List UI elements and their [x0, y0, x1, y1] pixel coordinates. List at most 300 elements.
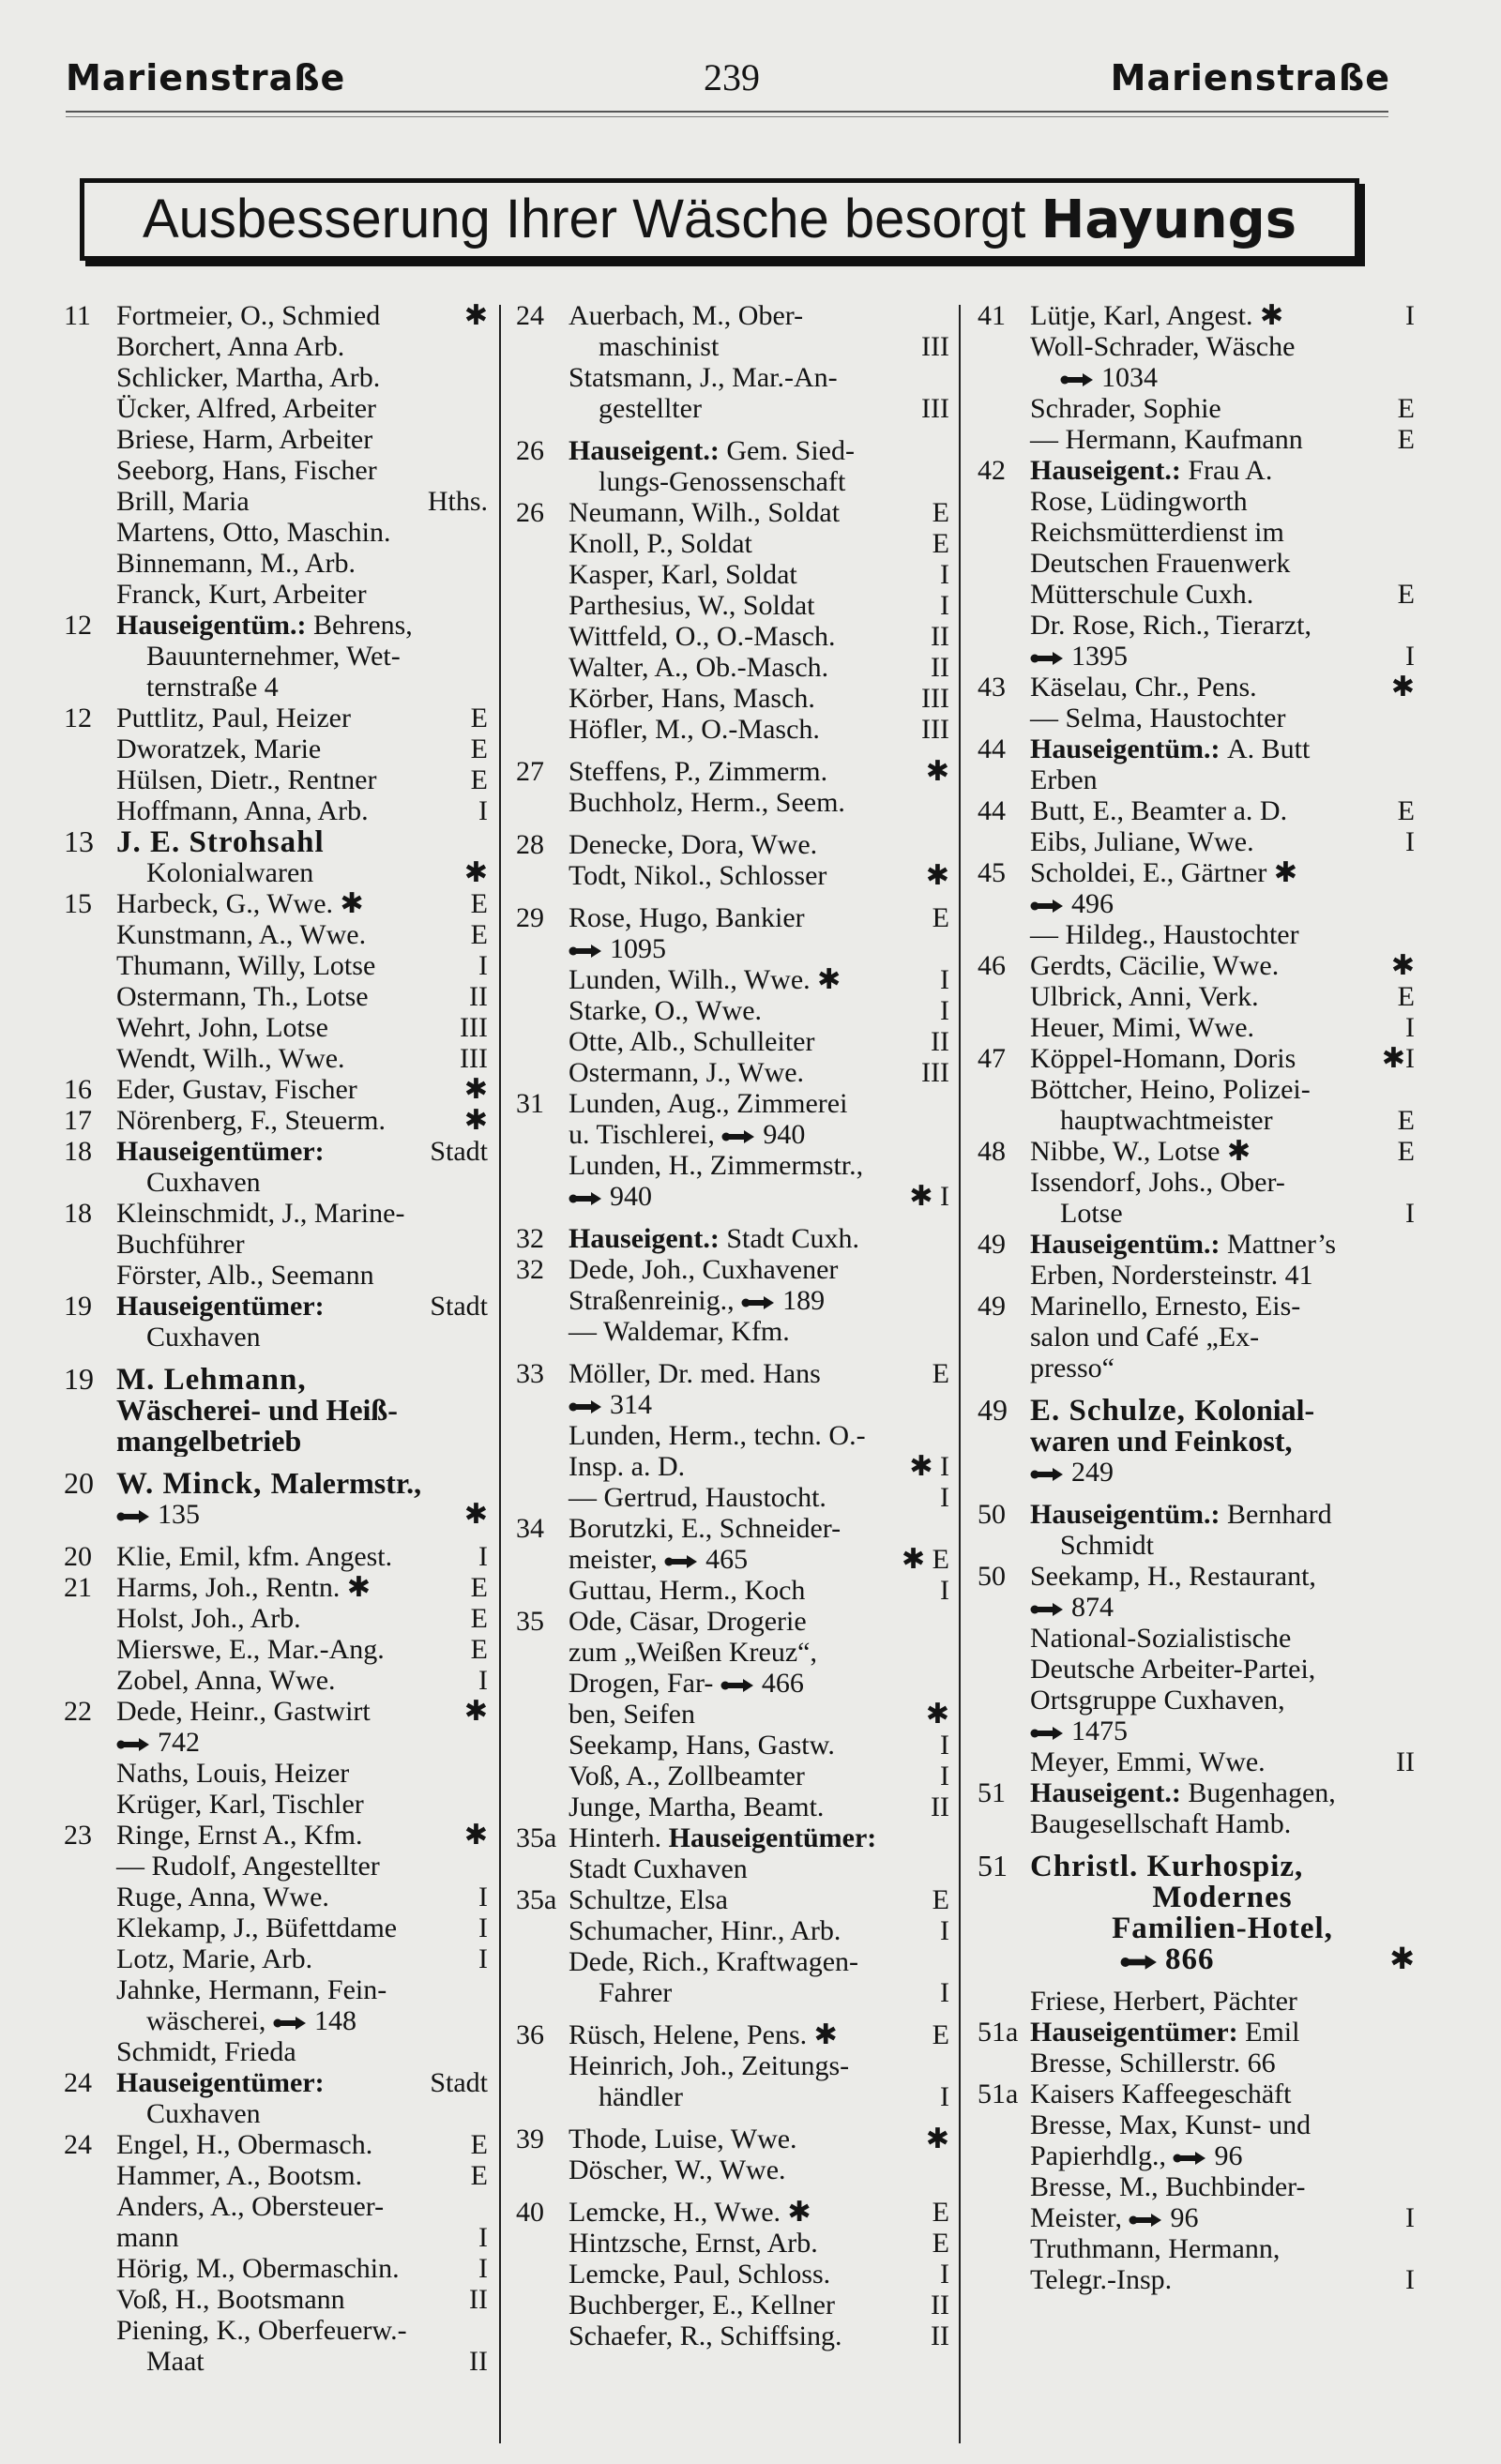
entry-text	[146, 2346, 488, 2377]
entry-spacer	[516, 2185, 949, 2197]
directory-entry	[64, 2036, 488, 2067]
directory-entry	[978, 2202, 1415, 2233]
directory-entry	[516, 1853, 949, 1884]
entry-text	[116, 1468, 488, 1499]
floor-marker: II	[931, 2290, 949, 2320]
directory-entry	[978, 2171, 1415, 2202]
directory-entry	[516, 902, 949, 933]
business-detail: waren und Feinkost,	[1030, 1426, 1293, 1457]
entry-text	[569, 300, 949, 331]
entry-text	[116, 1395, 488, 1426]
directory-entry	[978, 1808, 1415, 1839]
resident-name: Schlicker, Martha, Arb.	[116, 362, 381, 393]
owner-label: Hauseigentüm.:	[1030, 1229, 1227, 1260]
floor-marker: E	[470, 888, 488, 919]
resident-name: Deutschen Frauenwerk	[1030, 548, 1291, 579]
resident-name: Höfler, M., O.-Masch.	[569, 714, 820, 745]
directory-entry	[978, 857, 1415, 888]
entry-text	[116, 1043, 488, 1074]
directory-entry	[64, 2346, 488, 2377]
entry-text	[116, 1943, 488, 1974]
floor-marker: ✱ I	[909, 1451, 949, 1482]
entry-text	[569, 559, 949, 590]
business-name: Familien-Hotel,	[1112, 1912, 1333, 1943]
resident-name: Hülsen, Dietr., Rentner	[116, 764, 377, 795]
house-number: 50	[978, 1561, 1006, 1592]
resident-name: u. Tischlerei,	[569, 1119, 722, 1150]
entry-text	[116, 2284, 488, 2315]
resident-name: Dede, Heinr., Gastwirt	[116, 1696, 371, 1727]
header-rule-thin	[66, 116, 1388, 117]
directory-entry	[64, 2067, 488, 2098]
floor-marker: E	[470, 733, 488, 764]
resident-name: Neumann, Wilh., Soldat	[569, 497, 841, 528]
resident-name: Hoffmann, Anna, Arb.	[116, 795, 369, 826]
resident-name: Stadt Cuxh.	[726, 1223, 860, 1254]
resident-name: Körber, Hans, Masch.	[569, 683, 815, 714]
entry-text	[569, 1513, 949, 1544]
resident-name: Ode, Cäsar, Drogerie	[569, 1606, 807, 1637]
house-number: 18	[64, 1136, 92, 1167]
directory-entry	[978, 2109, 1415, 2140]
entry-text	[569, 1181, 949, 1212]
telephone-icon	[116, 1509, 150, 1524]
directory-entry	[64, 2222, 488, 2253]
entry-text	[569, 1544, 949, 1575]
floor-marker: E	[1397, 424, 1415, 455]
entry-text	[116, 1541, 488, 1572]
resident-name: Buchholz, Herm., Seem.	[569, 787, 845, 818]
house-number: 26	[516, 435, 544, 466]
entry-text	[569, 964, 949, 995]
telephone-icon	[1129, 2213, 1162, 2228]
entry-text	[569, 1884, 949, 1915]
entry-text	[116, 1198, 488, 1229]
house-number: 35	[516, 1606, 544, 1637]
entry-text	[569, 995, 949, 1026]
resident-name: presso“	[1030, 1353, 1114, 1383]
entry-text	[116, 1136, 488, 1167]
resident-name: Lütje, Karl, Angest. ✱	[1030, 300, 1284, 331]
directory-entry	[978, 2048, 1415, 2079]
floor-marker: E	[1397, 1105, 1415, 1136]
house-number: 42	[978, 455, 1006, 486]
entry-text	[1030, 2171, 1415, 2202]
entry-text	[569, 1088, 949, 1119]
entry-text	[116, 1912, 488, 1943]
entry-text	[1030, 1882, 1415, 1912]
directory-entry	[978, 1530, 1415, 1561]
entry-text	[1030, 919, 1415, 950]
floor-marker: I	[940, 1761, 949, 1791]
business-detail: Malermstr.,	[270, 1468, 422, 1499]
resident-name: Schmidt, Frieda	[116, 2036, 296, 2067]
directory-entry	[64, 764, 488, 795]
directory-entry	[64, 1696, 488, 1727]
directory-entry	[978, 424, 1415, 455]
floor-marker: I	[1405, 2264, 1415, 2295]
entry-text	[569, 362, 949, 393]
directory-entry	[64, 300, 488, 331]
house-number: 24	[64, 2067, 92, 2098]
house-number: 18	[64, 1198, 92, 1229]
directory-entry	[978, 1746, 1415, 1777]
floor-marker: E	[932, 528, 949, 559]
resident-name: gestellter	[599, 393, 702, 424]
directory-entry	[64, 2191, 488, 2222]
business-detail: Kolonial-	[1194, 1395, 1315, 1426]
telephone-icon	[1173, 2151, 1206, 2166]
resident-name: Eder, Gustav, Fischer	[116, 1074, 357, 1105]
resident-name: Dede, Rich., Kraftwagen-	[569, 1946, 859, 1977]
resident-name: Fortmeier, O., Schmied	[116, 300, 381, 331]
directory-entry	[978, 2017, 1415, 2048]
house-number: 50	[978, 1499, 1006, 1530]
directory-entry	[978, 1986, 1415, 2017]
resident-name: Schaefer, R., Schiffsing.	[569, 2320, 842, 2351]
directory-entry	[978, 1654, 1415, 1685]
directory-entry	[978, 764, 1415, 795]
entry-text	[1030, 1395, 1415, 1426]
entry-text	[116, 950, 488, 981]
owner-label: Hauseigentümer:	[116, 2067, 325, 2098]
entry-text	[1030, 517, 1415, 548]
entry-text	[1030, 1136, 1415, 1167]
entry-spacer	[64, 1457, 488, 1468]
entry-text	[146, 2005, 488, 2036]
entry-text	[569, 1285, 949, 1316]
entry-text	[569, 1389, 949, 1420]
floor-marker: I	[478, 1943, 488, 1974]
entry-text	[116, 888, 488, 919]
entry-text	[116, 2067, 488, 2098]
directory-entry	[978, 733, 1415, 764]
house-number: 40	[516, 2197, 544, 2228]
entry-spacer	[978, 1974, 1415, 1986]
resident-name: Buchführer	[116, 1229, 245, 1260]
directory-entry	[516, 2228, 949, 2259]
directory-entry	[64, 2315, 488, 2346]
telephone-icon	[1030, 1602, 1064, 1617]
resident-name: Insp. a. D.	[569, 1451, 686, 1482]
directory-entry	[64, 826, 488, 857]
house-number: 24	[64, 2129, 92, 2160]
resident-name: Erben, Nordersteinstr. 41	[1030, 1260, 1313, 1291]
directory-entry	[978, 1685, 1415, 1716]
floor-marker: ✱	[1390, 672, 1415, 703]
owner-label: Hauseigentümer:	[116, 1136, 325, 1167]
directory-entry	[978, 455, 1415, 486]
entry-text	[1030, 455, 1415, 486]
resident-name: Bresse, Max, Kunst- und	[1030, 2109, 1311, 2140]
phone-number: 1475	[1071, 1716, 1128, 1746]
entry-text	[1030, 703, 1415, 733]
floor-marker: II	[469, 981, 488, 1012]
entry-text	[116, 548, 488, 579]
floor-marker: I	[940, 559, 949, 590]
directory-entry	[516, 435, 949, 466]
directory-entry	[516, 621, 949, 652]
telephone-icon	[664, 1554, 698, 1569]
directory-entry	[978, 1882, 1415, 1912]
entry-text	[146, 672, 488, 703]
directory-entry	[64, 610, 488, 641]
directory-entry	[516, 1544, 949, 1575]
house-number: 19	[64, 1364, 94, 1395]
floor-marker: I	[940, 1730, 949, 1761]
directory-entry	[516, 2320, 949, 2351]
directory-entry	[978, 1623, 1415, 1654]
resident-name: Möller, Dr. med. Hans	[569, 1358, 821, 1389]
directory-entry	[516, 787, 949, 818]
resident-name: Wendt, Wilh., Wwe.	[116, 1043, 345, 1074]
resident-name: Mierswe, E., Mar.-Ang.	[116, 1634, 385, 1665]
phone-number: 249	[1071, 1457, 1114, 1488]
entry-text	[1030, 795, 1415, 826]
floor-marker: Stadt	[430, 2067, 488, 2098]
directory-entry	[978, 362, 1415, 393]
house-number: 46	[978, 950, 1006, 981]
house-number: 48	[978, 1136, 1006, 1167]
entry-text	[116, 733, 488, 764]
entry-text	[569, 1668, 949, 1699]
house-number: 23	[64, 1820, 92, 1851]
running-header-left: Marienstraße	[66, 57, 346, 98]
house-number: 19	[64, 1291, 92, 1322]
entry-text	[116, 795, 488, 826]
floor-marker: E	[470, 764, 488, 795]
floor-marker: II	[931, 1791, 949, 1822]
directory-entry	[516, 652, 949, 683]
floor-marker: II	[469, 2284, 488, 2315]
entry-text	[569, 1822, 949, 1853]
directory-entry	[64, 981, 488, 1012]
resident-name: — Hildeg., Haustochter	[1030, 919, 1299, 950]
floor-marker: E	[470, 1603, 488, 1634]
resident-name: Lemcke, H., Wwe. ✱	[569, 2197, 811, 2228]
entry-spacer	[978, 1488, 1415, 1499]
house-number: 12	[64, 610, 92, 641]
entry-text	[569, 1316, 949, 1347]
telephone-icon	[1030, 651, 1064, 666]
telephone-icon	[1120, 1954, 1158, 1971]
house-number: 51	[978, 1777, 1006, 1808]
directory-entry	[516, 497, 949, 528]
directory-entry	[64, 641, 488, 672]
resident-name: Dede, Joh., Cuxhavener	[569, 1254, 839, 1285]
directory-entry	[978, 1912, 1415, 1943]
advertisement-banner	[80, 178, 1359, 261]
resident-name: Dworatzek, Marie	[116, 733, 322, 764]
resident-name: Köppel-Homann, Doris	[1030, 1043, 1296, 1074]
floor-marker: E	[1397, 795, 1415, 826]
directory-entry	[516, 393, 949, 424]
directory-entry	[64, 733, 488, 764]
directory-entry	[978, 1851, 1415, 1882]
directory-entry	[516, 1482, 949, 1513]
owner-label: Hauseigent.:	[569, 1223, 727, 1254]
entry-spacer	[64, 1353, 488, 1364]
directory-entry	[978, 795, 1415, 826]
resident-name: Puttlitz, Paul, Heizer	[116, 703, 351, 733]
house-number: 29	[516, 902, 544, 933]
resident-name: Wehrt, John, Lotse	[116, 1012, 328, 1043]
floor-marker: ✱	[1390, 950, 1415, 981]
directory-entry	[516, 1150, 949, 1181]
entry-text	[569, 1451, 949, 1482]
resident-name: Heuer, Mimi, Wwe.	[1030, 1012, 1255, 1043]
resident-name: Denecke, Dora, Wwe.	[569, 829, 818, 860]
resident-name: Bauunternehmer, Wet-	[146, 641, 401, 672]
resident-name: Eibs, Juliane, Wwe.	[1030, 826, 1254, 857]
directory-entry	[516, 714, 949, 745]
resident-name: Kunstmann, A., Wwe.	[116, 919, 367, 950]
directory-entry	[516, 1946, 949, 1977]
entry-text	[1030, 1561, 1415, 1592]
directory-entry	[64, 1727, 488, 1758]
house-number: 39	[516, 2124, 544, 2154]
directory-entry	[516, 1181, 949, 1212]
directory-entry	[978, 1105, 1415, 1136]
directory-entry	[978, 610, 1415, 641]
resident-name: Ruge, Anna, Wwe.	[116, 1882, 329, 1912]
floor-marker: E	[470, 1572, 488, 1603]
entry-text	[116, 981, 488, 1012]
directory-entry	[516, 964, 949, 995]
entry-text	[569, 497, 949, 528]
entry-spacer	[516, 818, 949, 829]
resident-name: Kolonialwaren	[146, 857, 314, 888]
resident-name: Papierhdlg.,	[1030, 2140, 1174, 2171]
directory-entry	[64, 1322, 488, 1353]
running-header-right: Marienstraße	[1110, 57, 1390, 98]
house-number: 22	[64, 1696, 92, 1727]
resident-name: Voß, A., Zollbeamter	[569, 1761, 805, 1791]
entry-text	[116, 455, 488, 486]
resident-name: ben, Seifen	[569, 1699, 695, 1730]
entry-text	[569, 1791, 949, 1822]
entry-text	[1030, 1654, 1415, 1685]
resident-name: salon und Café „Ex-	[1030, 1322, 1260, 1353]
resident-name: A. Butt	[1227, 733, 1311, 764]
entry-text	[116, 919, 488, 950]
house-number: 32	[516, 1254, 544, 1285]
entry-text	[1030, 2264, 1415, 2295]
entry-text	[116, 764, 488, 795]
resident-name: händler	[599, 2081, 683, 2112]
resident-name: Deutsche Arbeiter-Partei,	[1030, 1654, 1316, 1685]
floor-marker: I	[1405, 641, 1415, 672]
floor-marker: ✱	[463, 300, 488, 331]
resident-name: meister,	[569, 1544, 665, 1575]
directory-entry	[64, 1499, 488, 1530]
entry-text	[569, 2290, 949, 2320]
directory-entry	[64, 1105, 488, 1136]
floor-marker: I	[940, 2259, 949, 2290]
directory-entry	[64, 2160, 488, 2191]
resident-name: Starke, O., Wwe.	[569, 995, 763, 1026]
directory-entry	[64, 1074, 488, 1105]
floor-marker: I	[940, 995, 949, 1026]
entry-text	[1030, 641, 1415, 672]
house-number: 31	[516, 1088, 544, 1119]
column-divider	[499, 305, 501, 2443]
entry-text	[1030, 424, 1415, 455]
business-detail: mangelbetrieb	[116, 1426, 302, 1457]
house-number: 13	[64, 826, 94, 857]
entry-text	[116, 1260, 488, 1291]
directory-entry	[64, 1634, 488, 1665]
telephone-icon	[1030, 899, 1064, 914]
directory-entry	[516, 1575, 949, 1606]
floor-marker: E	[470, 919, 488, 950]
resident-name: Frau A.	[1188, 455, 1273, 486]
floor-marker: II	[469, 2346, 488, 2377]
directory-entry	[64, 888, 488, 919]
directory-entry	[516, 2259, 949, 2290]
entry-text	[116, 2222, 488, 2253]
resident-name: Anders, A., Obersteuer-	[116, 2191, 385, 2222]
entry-spacer	[978, 1839, 1415, 1851]
resident-name: Ücker, Alfred, Arbeiter	[116, 393, 377, 424]
floor-marker: E	[1397, 393, 1415, 424]
directory-entry	[516, 1420, 949, 1451]
directory-entry	[64, 2005, 488, 2036]
resident-name: Thode, Luise, Wwe.	[569, 2124, 797, 2154]
floor-marker: II	[931, 1026, 949, 1057]
business-name: Modernes	[1152, 1882, 1293, 1912]
directory-entry	[978, 1395, 1415, 1426]
floor-marker: ✱	[925, 2124, 949, 2154]
resident-name: — Waldemar, Kfm.	[569, 1316, 790, 1347]
resident-name: Drogen, Far-	[569, 1668, 720, 1699]
directory-entry	[516, 1915, 949, 1946]
telephone-icon	[569, 1191, 602, 1206]
phone-number: 189	[782, 1285, 826, 1316]
resident-name: Rüsch, Helene, Pens. ✱	[569, 2019, 838, 2050]
house-number: 51a	[978, 2079, 1019, 2109]
directory-entry	[516, 756, 949, 787]
floor-marker: I	[940, 964, 949, 995]
floor-marker: ✱	[463, 1820, 488, 1851]
directory-entry	[64, 2098, 488, 2129]
floor-marker: E	[470, 703, 488, 733]
entry-text	[1030, 1912, 1415, 1943]
entry-text	[569, 652, 949, 683]
resident-name: Brill, Maria	[116, 486, 250, 517]
directory-entry	[978, 1012, 1415, 1043]
resident-name: Schumacher, Hinr., Arb.	[569, 1915, 841, 1946]
resident-name: Mattner’s	[1227, 1229, 1337, 1260]
directory-entry	[64, 1395, 488, 1426]
entry-text	[116, 1499, 488, 1530]
entry-text	[599, 1977, 949, 2008]
owner-label: Hauseigent.:	[1030, 1777, 1189, 1808]
directory-entry	[516, 2154, 949, 2185]
floor-marker: E	[1397, 981, 1415, 1012]
floor-marker: E	[932, 902, 949, 933]
resident-name: Nibbe, W., Lotse ✱	[1030, 1136, 1251, 1167]
resident-name: Hinterh.	[569, 1822, 662, 1853]
entry-text	[569, 829, 949, 860]
resident-name: Butt, E., Beamter a. D.	[1030, 795, 1288, 826]
entry-text	[1030, 1808, 1415, 1839]
entry-text	[569, 1761, 949, 1791]
directory-entry	[64, 672, 488, 703]
entry-text	[1030, 1074, 1415, 1105]
resident-name: Rose, Hugo, Bankier	[569, 902, 805, 933]
telephone-icon	[273, 2016, 307, 2031]
